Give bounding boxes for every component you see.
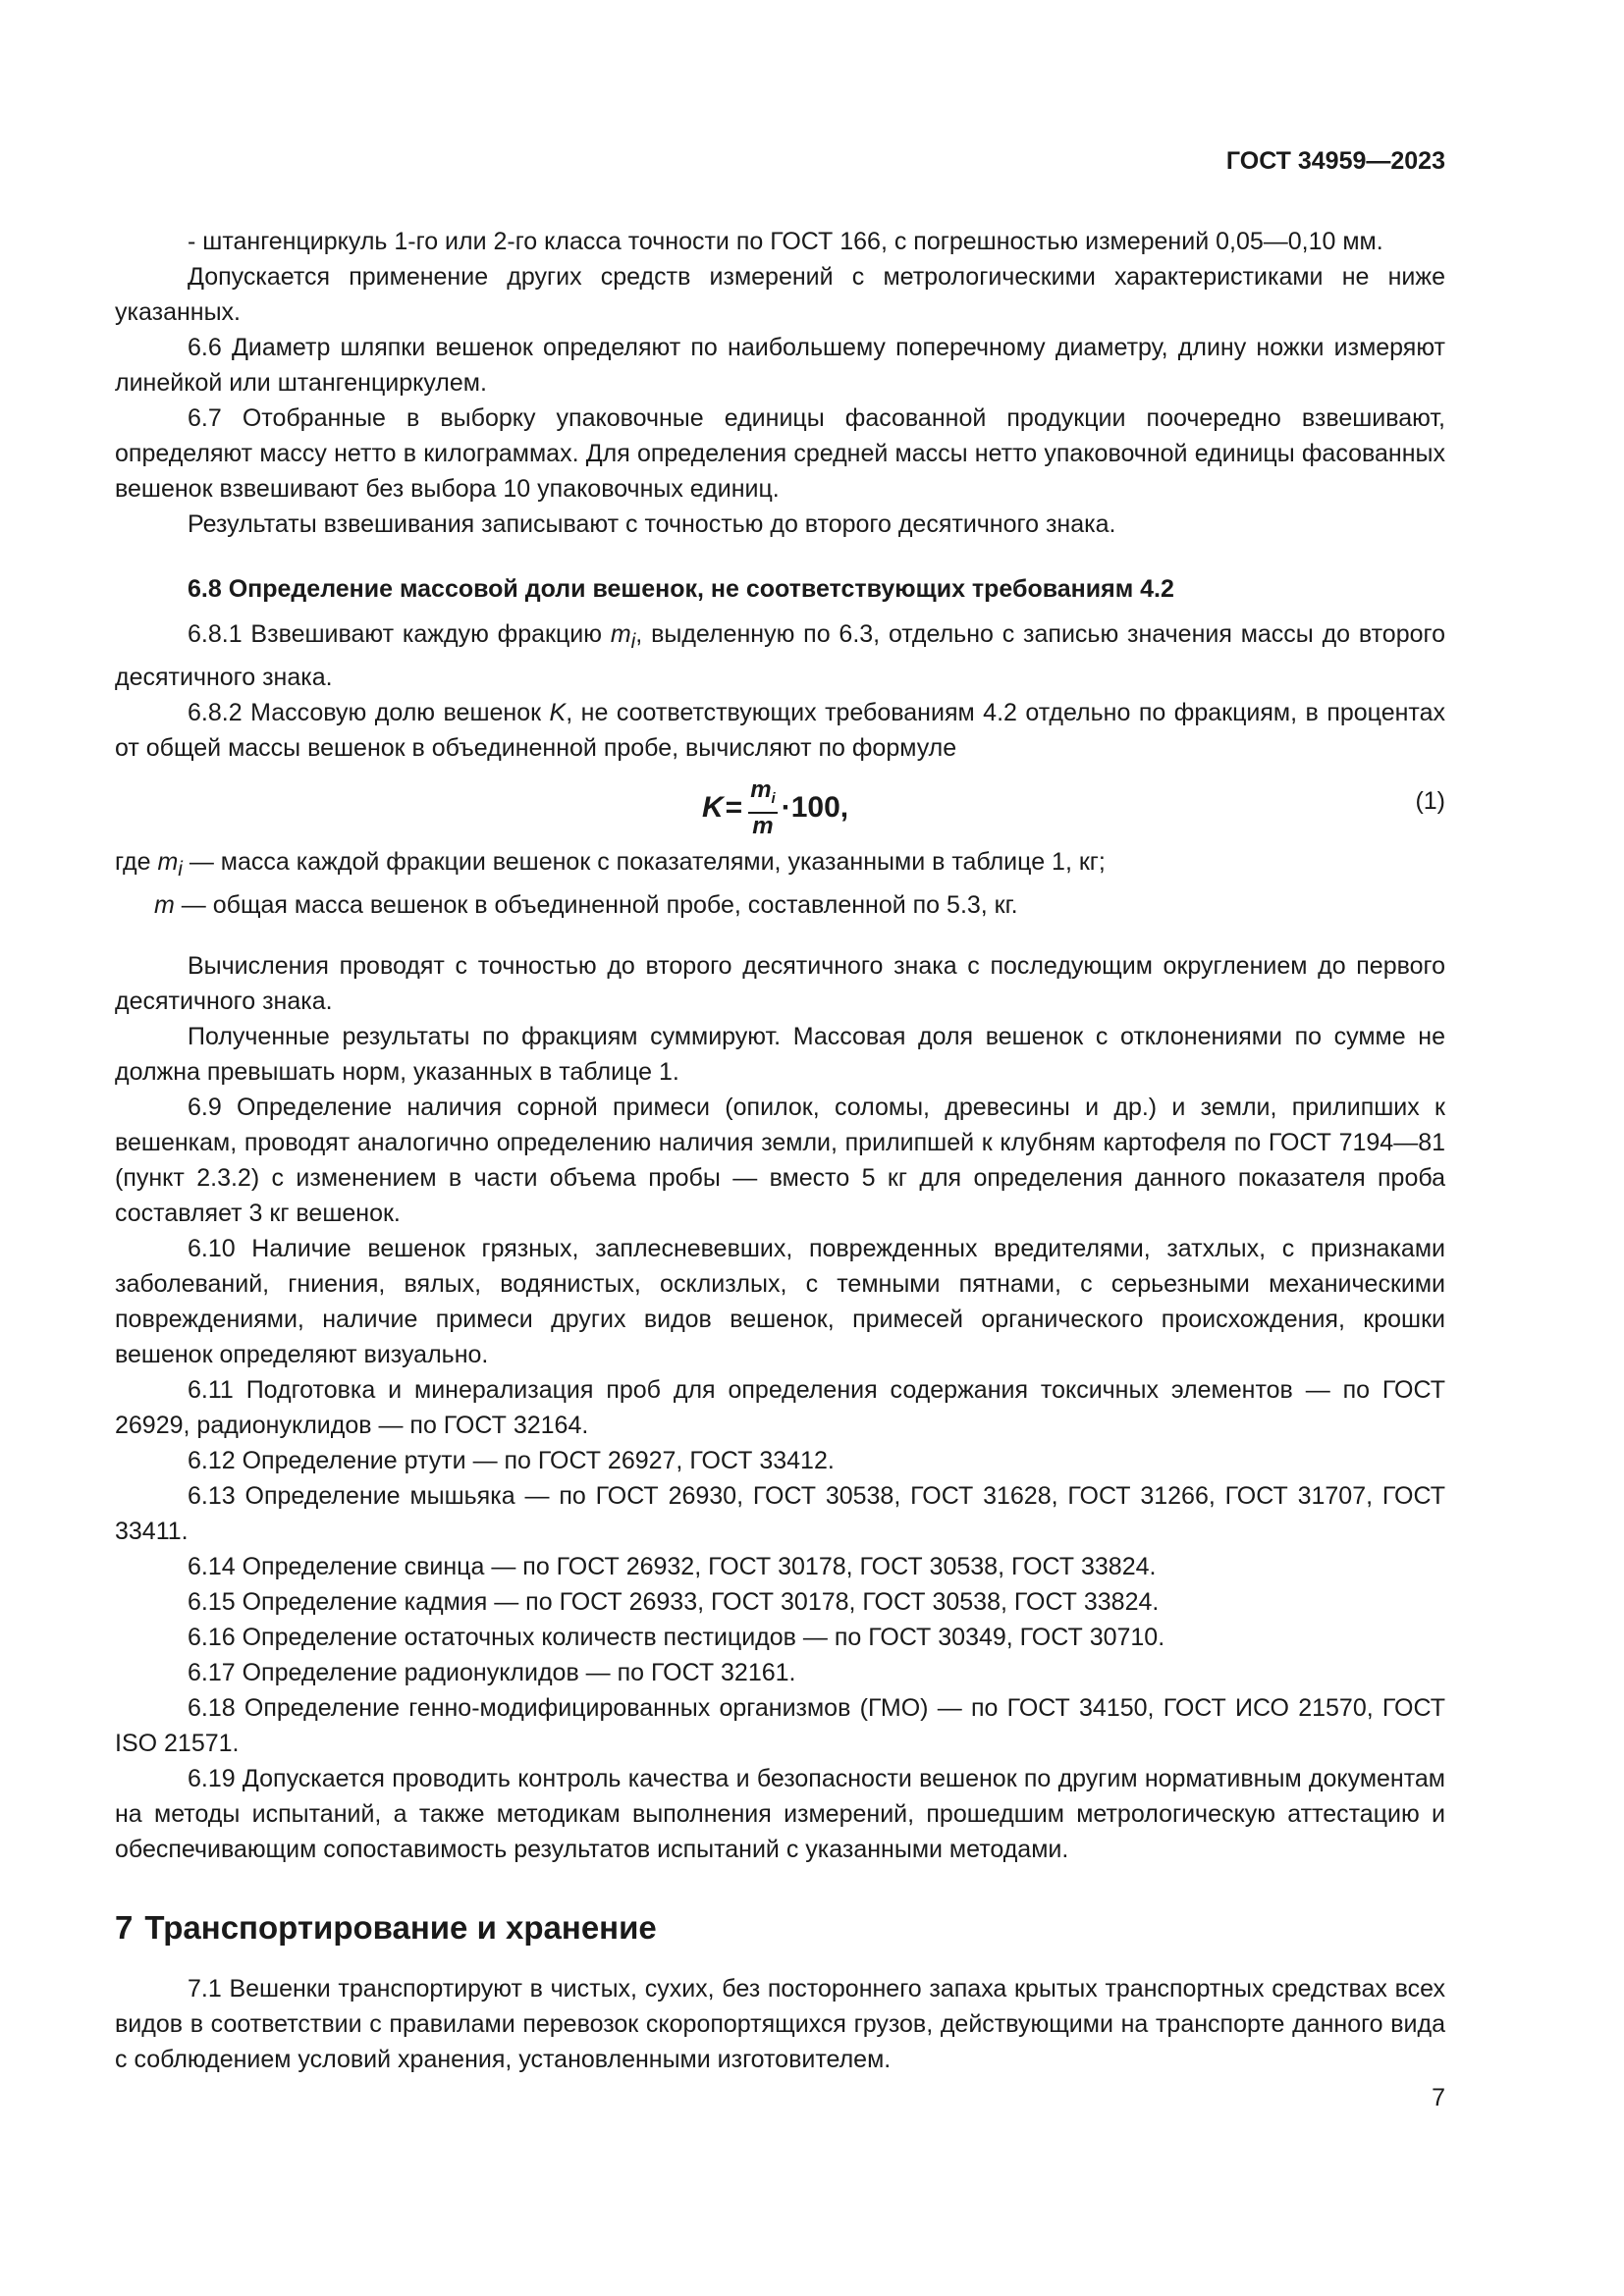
paragraph: 6.16 Определение остаточных количеств пестицидов — по ГОСТ 30349, ГОСТ 30710. <box>188 1624 1165 1651</box>
paragraph: 6.15 Определение кадмия — по ГОСТ 26933, ГОСТ 30178, ГОСТ 30538, ГОСТ 33824. <box>188 1588 1160 1616</box>
paragraph: Результаты взвешивания записывают с точностью до второго десятичного знака. <box>188 510 1116 538</box>
formula-multiplier: ·100, <box>781 791 849 825</box>
paragraph: 6.11 Подготовка и минерализация проб для определения содержания токсичных элементов — по ГОСТ 26929, радионуклидов — по ГОСТ 32164. <box>115 1376 1445 1439</box>
paragraph: 6.7 Отобранные в выборку упаковочные единицы фасованной продукции поочередно взвешивают, определяют массу нетто в килограммах. Для определения средней массы нетто упаковочной единицы фасованных вешенок взвешивают без выбора 10 упаковочных единиц. <box>115 404 1445 503</box>
paragraph: 6.10 Наличие вешенок грязных, заплесневевших, поврежденных вредителями, затхлых, с признаками заболеваний, гниения, вялых, водянистых, осклизлых, с темными пятнами, с серьезными механическими повреждениями, наличие примеси других видов вешенок, примесей органического происхождения, крошки вешенок определяют визуально. <box>115 1235 1445 1368</box>
page-number: 7 <box>1432 2084 1445 2111</box>
legend-line <box>115 844 1445 887</box>
paragraph: 6.14 Определение свинца — по ГОСТ 26932, ГОСТ 30178, ГОСТ 30538, ГОСТ 33824. <box>188 1553 1157 1580</box>
subscript: i <box>630 630 636 653</box>
text: 6.8.2 Массовую долю вешенок <box>188 699 550 726</box>
paragraph: - штангенциркуль 1-го или 2-го класса точности по ГОСТ 166, с погрешностью измерений 0,05—0,10 мм. <box>188 228 1383 255</box>
formula-expression <box>702 777 848 839</box>
formula-lhs: K <box>702 791 724 825</box>
text: , выделенную по 6.3, отдельно с записью значения массы до второго десятичного знака. <box>115 620 1445 691</box>
paragraph: Вычисления проводят с точностью до второго десятичного знака с последующим округлением до первого десятичного знака. <box>115 952 1445 1015</box>
paragraph: 6.17 Определение радионуклидов — по ГОСТ 32161. <box>188 1659 796 1686</box>
variable: m <box>157 848 179 876</box>
paragraph: Полученные результаты по фракциям суммируют. Массовая доля вешенок с отклонениями по сумме не должна превышать норм, указанных в таблице 1. <box>115 1023 1445 1086</box>
variable: m <box>154 891 175 919</box>
section-number: 7 <box>115 1909 134 1946</box>
text: — масса каждой фракции вешенок с показателями, указанными в таблице 1, кг; <box>182 848 1106 876</box>
paragraph: 6.12 Определение ртути — по ГОСТ 26927, ГОСТ 33412. <box>188 1447 835 1474</box>
text: , не соответствующих требованиям 4.2 отдельно по фракциям, в процентах от общей массы вешенок в объединенной пробе, вычисляют по формуле <box>115 699 1445 762</box>
subscript: i <box>178 858 183 881</box>
paragraph-7-1: 7.1 Вешенки транспортируют в чистых, сухих, без постороннего запаха крытых транспортных средствах всех видов в соответствии с правилами перевозок скоропортящихся грузов, действующими на транспорте данного вида с соблюдением условий хранения, установленными изготовителем. <box>115 1975 1445 2073</box>
document-id-header: ГОСТ 34959—2023 <box>1225 147 1445 175</box>
formula-equals: = <box>725 791 743 825</box>
numerator-var: m <box>750 776 772 803</box>
paragraph: 6.13 Определение мышьяка — по ГОСТ 26930, ГОСТ 30538, ГОСТ 31628, ГОСТ 31266, ГОСТ 31707, ГОСТ 33411. <box>115 1482 1445 1545</box>
section-heading-7 <box>115 1906 1445 1949</box>
text: где <box>115 848 158 876</box>
text: — общая масса вешенок в объединенной пробе, составленной по 5.3, кг. <box>174 891 1018 919</box>
variable: K <box>549 699 567 726</box>
paragraph: 6.19 Допускается проводить контроль качества и безопасности вешенок по другим нормативным документам на методы испытаний, а также методикам выполнения измерений, прошедшим метрологическую аттестацию и обеспечивающим сопоставимость результатов испытаний с указанными методами. <box>115 1765 1445 1863</box>
subsection-heading-6-8: 6.8 Определение массовой доли вешенок, не соответствующих требованиям 4.2 <box>188 575 1174 603</box>
legend-line <box>115 887 1445 923</box>
paragraph: 6.18 Определение генно-модифицированных организмов (ГМО) — по ГОСТ 34150, ГОСТ ИСО 21570, ГОСТ ISO 21571. <box>115 1694 1445 1757</box>
formula-fraction <box>748 777 778 839</box>
formula-denominator: m <box>752 812 774 839</box>
document-body <box>115 224 1445 2077</box>
formula-numerator <box>748 777 778 814</box>
variable: m <box>610 620 631 648</box>
paragraph-6-8-2 <box>115 695 1445 766</box>
paragraph: Допускается применение других средств измерений с метрологическими характеристиками не ниже указанных. <box>115 263 1445 326</box>
paragraph-6-8-1 <box>115 616 1445 695</box>
formula-number: (1) <box>1415 787 1445 815</box>
formula-1 <box>115 775 1445 838</box>
paragraph: 6.6 Диаметр шляпки вешенок определяют по наибольшему поперечному диаметру, длину ножки измеряют линейкой или штангенциркулем. <box>115 334 1445 397</box>
section-title: Транспортирование и хранение <box>144 1909 657 1946</box>
numerator-subscript: i <box>771 789 776 807</box>
text: 6.8.1 Взвешивают каждую фракцию <box>188 620 611 648</box>
paragraph: 6.9 Определение наличия сорной примеси (опилок, соломы, древесины и др.) и земли, прилипших к вешенкам, проводят аналогично определению наличия земли, прилипшей к клубням картофеля по ГОСТ 7194—81 (пункт 2.3.2) с изменением в части объема пробы — вместо 5 кг для определения данного показателя проба составляет 3 кг вешенок. <box>115 1094 1445 1227</box>
